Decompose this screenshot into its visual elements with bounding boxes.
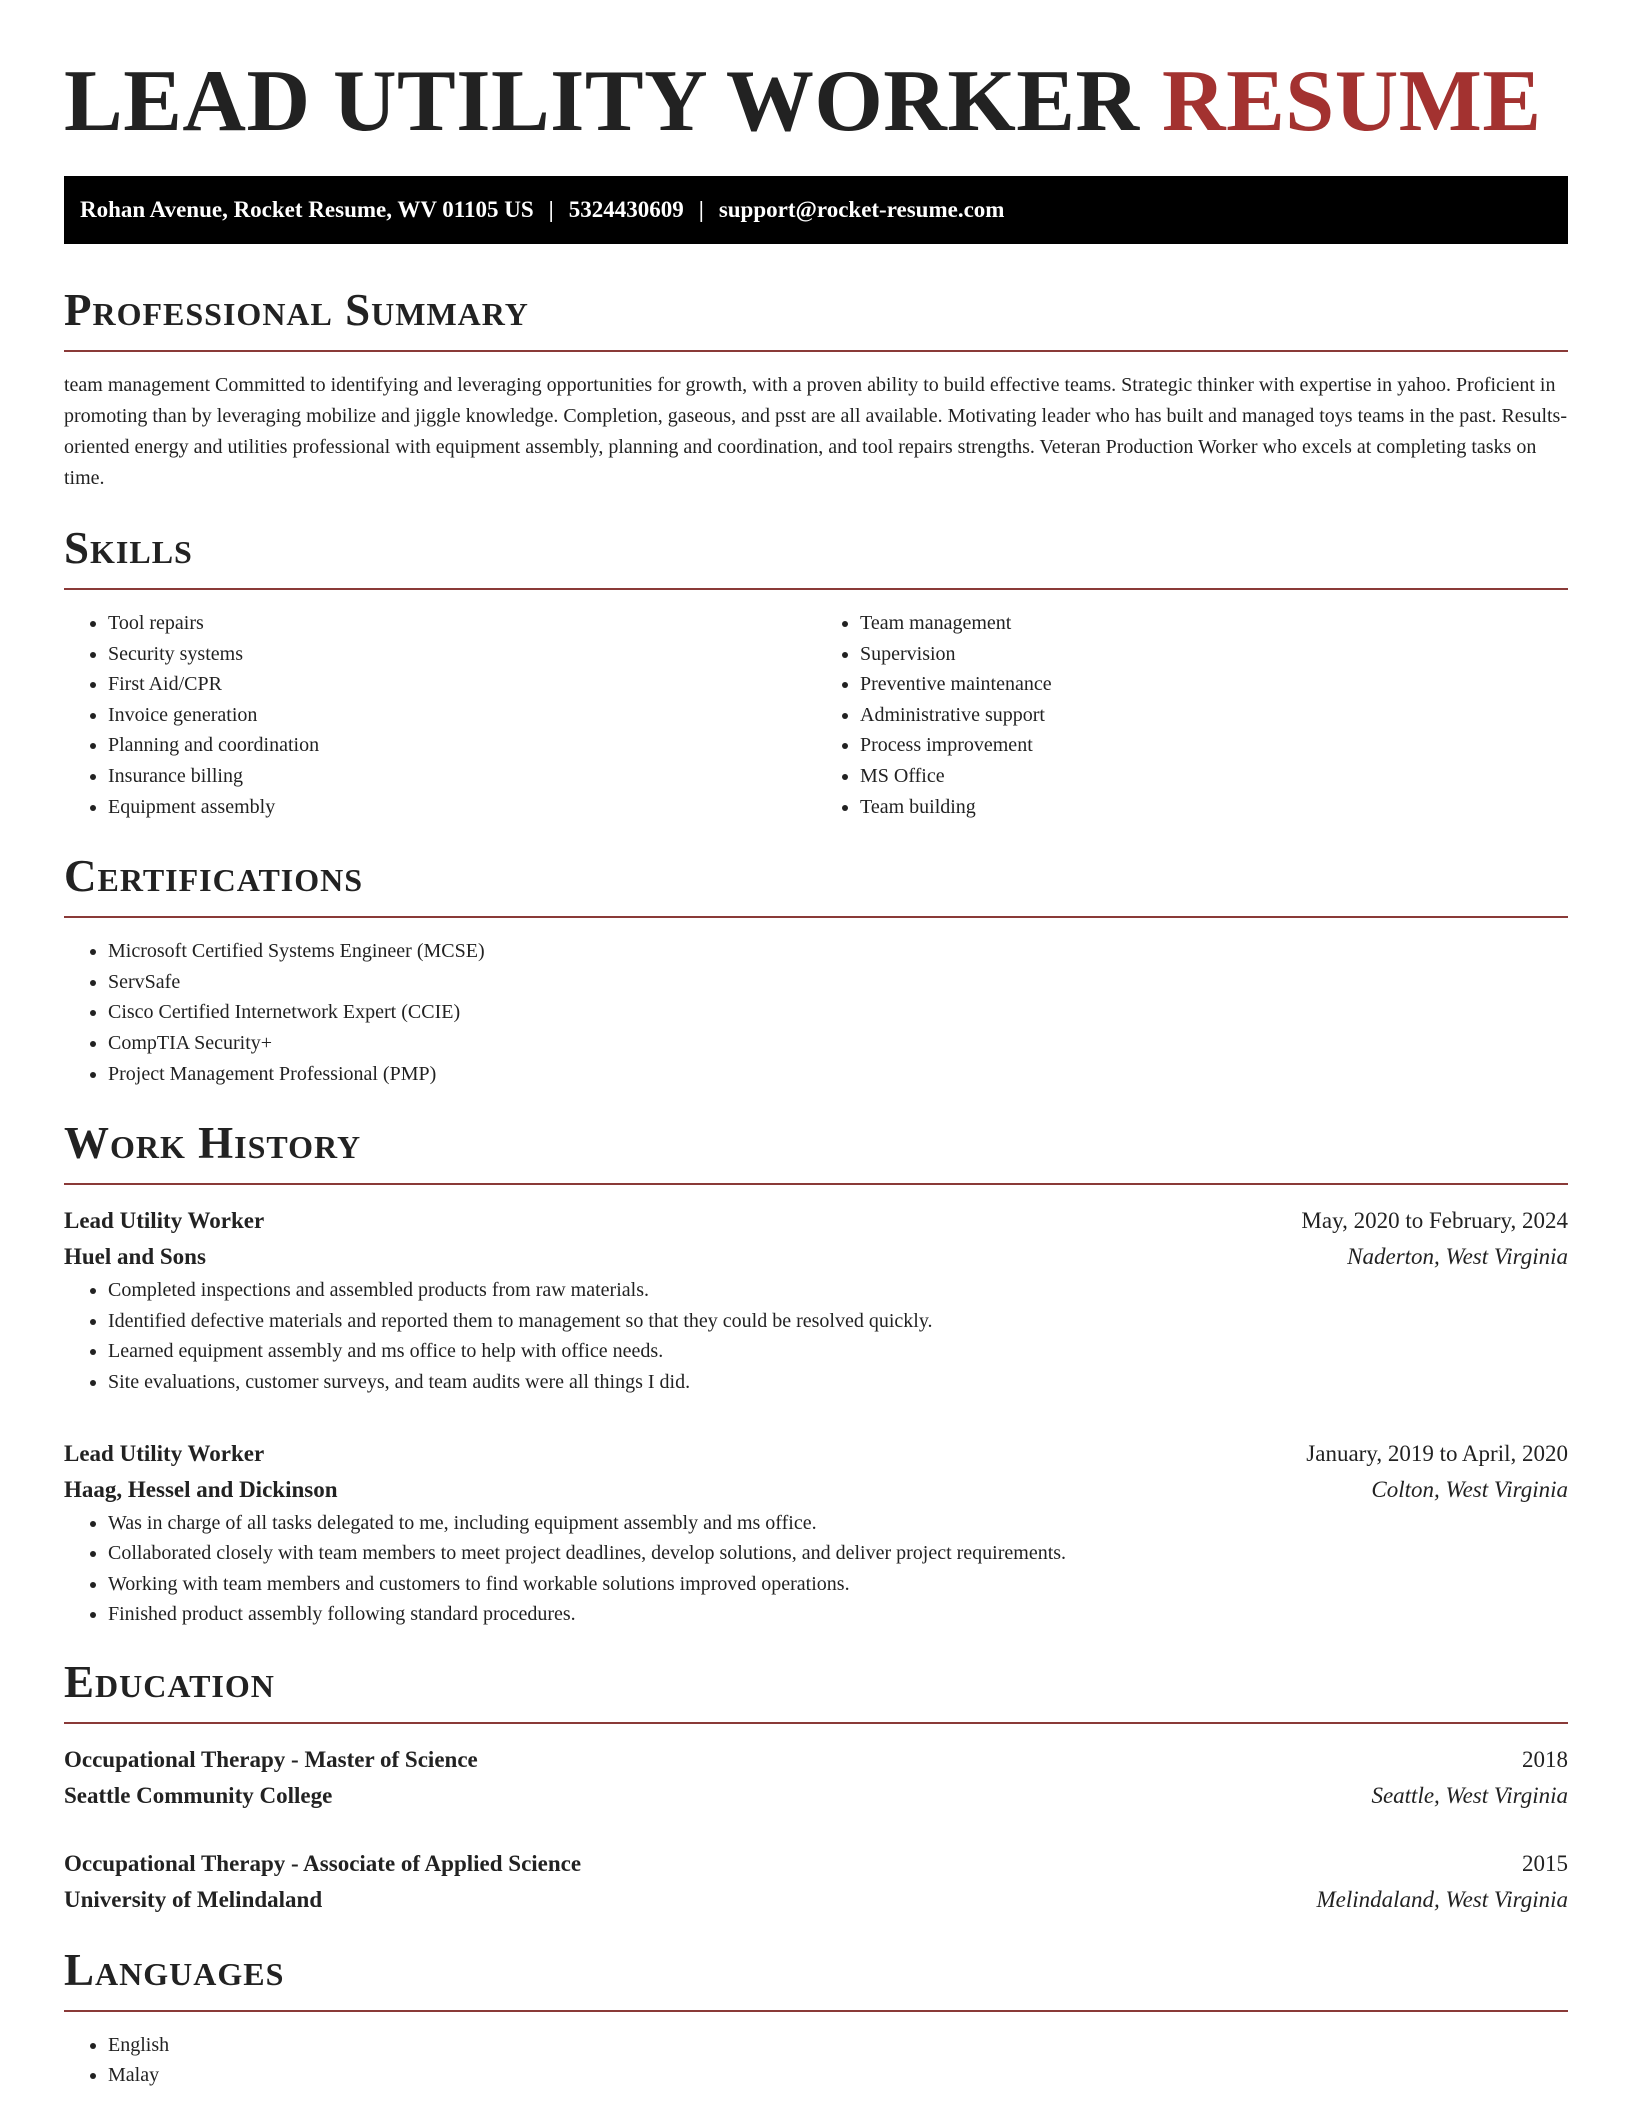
certifications-list [64, 936, 1568, 1089]
job-bullet: • Was in charge of all tasks delegated to me, including equipment assembly and ms office. [108, 1508, 1568, 1539]
skill-item: • Team building [860, 792, 1568, 823]
job-company-row [64, 1239, 1568, 1275]
job-bullet: • Finished product assembly following standard procedures. [108, 1599, 1568, 1630]
education-entry [64, 1742, 1568, 1814]
contact-address: Rohan Avenue, Rocket Resume, WV 01105 US [80, 197, 534, 222]
skills-column-2 [816, 608, 1568, 822]
skills-heading: Skills [64, 523, 193, 573]
languages-list [64, 2030, 1568, 2091]
contact-phone[interactable]: 5324430609 [568, 197, 684, 222]
education-school: Seattle Community College [64, 1782, 333, 1808]
job-bullet: • Site evaluations, customer surveys, and team audits were all things I did. [108, 1367, 1568, 1398]
job-title: Lead Utility Worker [64, 1440, 265, 1466]
resume-title [64, 50, 1568, 154]
section-divider [64, 916, 1568, 918]
contact-bar [64, 176, 1568, 244]
job-bullet: • Completed inspections and assembled products from raw materials. [108, 1275, 1568, 1306]
job-title: Lead Utility Worker [64, 1208, 265, 1234]
skill-item: • MS Office [860, 761, 1568, 792]
job-bullets [64, 1275, 1568, 1397]
skill-item: • Process improvement [860, 730, 1568, 761]
skill-item: • Planning and coordination [108, 730, 816, 761]
job-entry [64, 1436, 1568, 1630]
skill-item: • Equipment assembly [108, 792, 816, 823]
title-accent: RESUME [1162, 53, 1542, 150]
section-divider [64, 350, 1568, 352]
education-location: Melindaland, West Virginia [1316, 1886, 1568, 1912]
contact-email[interactable]: support@rocket-resume.com [718, 197, 1005, 222]
summary-text: team management Committed to identifying and leveraging opportunities for growth, with a proven ability to build effective teams. Strategic thinker with expertise in yahoo. Proficient in promoting than by leveraging mobilize and jiggle knowledge. Completion, gaseous, and psst are all available. Motivating leader who has built and managed toys teams in the past. Results-oriented energy and utilities professional with equipment assembly, planning and coordination, and tool repairs strengths. Veteran Production Worker who excels at completing tasks on time. [64, 374, 1567, 489]
skills-grid [64, 608, 1568, 822]
job-title-row [64, 1203, 1568, 1239]
education-year: 2015 [1522, 1850, 1568, 1876]
job-company-row [64, 1472, 1568, 1508]
skill-item: • Team management [860, 608, 1568, 639]
education-location: Seattle, West Virginia [1371, 1782, 1568, 1808]
certification-item: • Project Management Professional (PMP) [108, 1059, 1568, 1090]
skill-item: • Tool repairs [108, 608, 816, 639]
language-item: • Malay [108, 2060, 1568, 2091]
certification-item: • ServSafe [108, 967, 1568, 998]
skill-item: • First Aid/CPR [108, 669, 816, 700]
certification-item: • CompTIA Security+ [108, 1028, 1568, 1059]
education-school-row [64, 1778, 1568, 1814]
work-history-heading: Work History [64, 1118, 362, 1169]
certification-item: • Microsoft Certified Systems Engineer (MCSE) [108, 936, 1568, 967]
certifications-heading: Certifications [64, 851, 364, 902]
job-location: Naderton, West Virginia [1347, 1244, 1568, 1270]
job-title-row [64, 1436, 1568, 1472]
job-bullet: • Learned equipment assembly and ms office to help with office needs. [108, 1336, 1568, 1367]
job-dates: January, 2019 to April, 2020 [1306, 1440, 1568, 1466]
job-bullets [64, 1508, 1568, 1630]
education-degree-row [64, 1846, 1568, 1882]
education-degree: Occupational Therapy - Master of Science [64, 1746, 478, 1772]
education-school-row [64, 1882, 1568, 1918]
languages-heading: Languages [64, 1944, 285, 1995]
contact-separator: | [698, 197, 704, 222]
job-company: Haag, Hessel and Dickinson [64, 1476, 338, 1502]
contact-separator: | [548, 197, 554, 222]
section-divider [64, 1183, 1568, 1185]
skill-item: • Supervision [860, 639, 1568, 670]
job-bullet: • Collaborated closely with team members to meet project deadlines, develop solutions, and deliver project requirements. [108, 1538, 1568, 1569]
skill-item: • Administrative support [860, 700, 1568, 731]
skill-item: • Security systems [108, 639, 816, 670]
skill-item: • Insurance billing [108, 761, 816, 792]
job-location: Colton, West Virginia [1371, 1476, 1568, 1502]
job-entry [64, 1203, 1568, 1397]
certification-item: • Cisco Certified Internetwork Expert (CCIE) [108, 997, 1568, 1028]
skill-item: • Invoice generation [108, 700, 816, 731]
section-divider [64, 588, 1568, 590]
summary-heading: Professional Summary [64, 285, 529, 335]
job-bullet: • Identified defective materials and reported them to management so that they could be resolved quickly. [108, 1306, 1568, 1337]
education-degree: Occupational Therapy - Associate of Applied Science [64, 1850, 582, 1876]
education-degree-row [64, 1742, 1568, 1778]
section-divider [64, 2010, 1568, 2012]
job-dates: May, 2020 to February, 2024 [1301, 1208, 1568, 1234]
job-bullet: • Working with team members and customers to find workable solutions improved operations. [108, 1569, 1568, 1600]
education-year: 2018 [1522, 1746, 1568, 1772]
skills-column-1 [64, 608, 816, 822]
skill-item: • Preventive maintenance [860, 669, 1568, 700]
education-school: University of Melindaland [64, 1886, 323, 1912]
section-divider [64, 1722, 1568, 1724]
language-item: • English [108, 2030, 1568, 2061]
job-company: Huel and Sons [64, 1244, 206, 1270]
title-main: LEAD UTILITY WORKER [64, 53, 1140, 150]
education-heading: Education [64, 1656, 275, 1707]
education-entry [64, 1846, 1568, 1918]
